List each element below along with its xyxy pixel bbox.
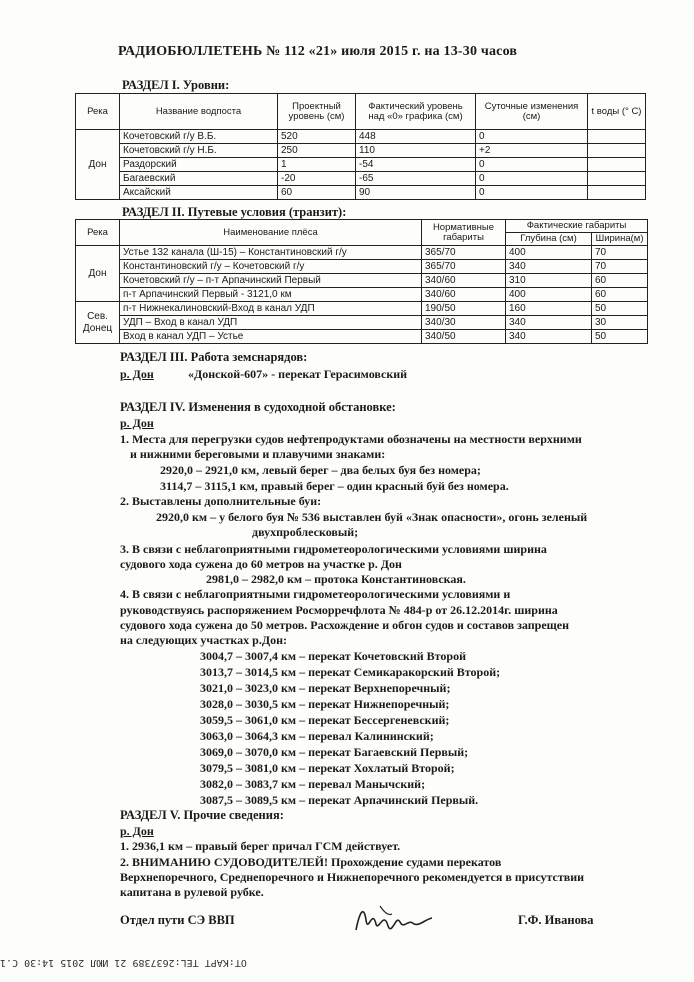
section-5-heading: РАЗДЕЛ V. Прочие сведения: — [120, 808, 284, 822]
levels-header-fact: Фактический уровень над «0» графика (см) — [356, 94, 476, 130]
table-cell: Кочетовский г/у – п-т Арпачинский Первый — [120, 274, 422, 288]
table-cell: 250 — [278, 144, 356, 158]
section-3-heading: РАЗДЕЛ III. Работа земснарядов: — [120, 350, 308, 364]
table-cell: Багаевский — [120, 172, 278, 186]
table-row — [76, 260, 648, 274]
s4-p3c: 2981,0 – 2982,0 км – протока Константиновская. — [206, 572, 466, 586]
table-cell: 70 — [592, 246, 648, 260]
table-cell: п-т Нижнекалиновский-Вход в канал УДП — [120, 302, 422, 316]
section-2-heading: РАЗДЕЛ II. Путевые условия (транзит): — [122, 205, 347, 219]
s4-p3b: судового хода сужена до 60 метров на участке р. Дон — [120, 557, 402, 571]
section-5-river: р. Дон — [120, 824, 154, 838]
table-cell: 340/60 — [422, 288, 506, 302]
s5-p2c: капитана в рулевой рубке. — [120, 885, 264, 899]
department-label: Отдел пути СЭ ВВП — [120, 913, 235, 927]
transit-river-don: Дон — [76, 246, 120, 302]
list-item: 3059,5 – 3061,0 км – перекат Бессергеневский; — [200, 713, 450, 727]
table-cell: 70 — [592, 260, 648, 274]
table-cell — [588, 130, 646, 144]
table-row — [76, 274, 648, 288]
section-3-river: р. Дон — [120, 367, 154, 381]
transit-header-norm: Нормативные габариты — [422, 220, 506, 246]
table-cell: 448 — [356, 130, 476, 144]
table-cell — [588, 158, 646, 172]
transit-river-donets: Сев. Донец — [76, 302, 120, 344]
table-cell: 310 — [506, 274, 592, 288]
table-cell: УДП – Вход в канал УДП — [120, 316, 422, 330]
list-item: 3079,5 – 3081,0 км – перекат Хохлатый Второй; — [200, 761, 455, 775]
levels-header-change: Суточные изменения (см) — [476, 94, 588, 130]
table-cell: Кочетовский г/у Н.Б. — [120, 144, 278, 158]
transit-header-depth: Глубина (см) — [506, 233, 592, 246]
list-item: 3082,0 – 3083,7 км – перевал Манычский; — [200, 777, 426, 791]
table-cell: 60 — [592, 274, 648, 288]
table-row — [76, 130, 646, 144]
table-cell: Кочетовский г/у В.Б. — [120, 130, 278, 144]
transit-header-fact: Фактические габариты — [506, 220, 648, 233]
table-cell: 340/50 — [422, 330, 506, 344]
table-cell: Раздорский — [120, 158, 278, 172]
s4-p1d: 3114,7 – 3115,1 км, правый берег – один красный буй без номера. — [160, 479, 509, 493]
table-cell: 60 — [278, 186, 356, 200]
s5-p2a: 2. ВНИМАНИЮ СУДОВОДИТЕЛЕЙ! Прохождение судами перекатов — [120, 855, 502, 869]
table-cell: 340/60 — [422, 274, 506, 288]
table-cell: 50 — [592, 330, 648, 344]
table-cell: 160 — [506, 302, 592, 316]
table-cell: 30 — [592, 316, 648, 330]
list-item: 3069,0 – 3070,0 км – перекат Багаевский Первый; — [200, 745, 469, 759]
s4-p4d: на следующих участках р.Дон: — [120, 633, 287, 647]
table-cell: 340/30 — [422, 316, 506, 330]
table-row — [76, 330, 648, 344]
table-cell: -54 — [356, 158, 476, 172]
s4-p2b: 2920,0 км – у белого буя № 536 выставлен буй «Знак опасности», огонь зеленый — [156, 510, 588, 524]
levels-header-temp: t воды (° С) — [588, 94, 646, 130]
page-title: РАДИОБЮЛЛЕТЕНЬ № 112 «21» июля 2015 г. на 13-30 часов — [118, 44, 518, 59]
table-cell: +2 — [476, 144, 588, 158]
fax-header-strip: OT:KAPT TEL:2637389 21 ИЮЛ 2015 14:30 С.1 — [0, 957, 247, 968]
table-cell: Константиновский г/у – Кочетовский г/у — [120, 260, 422, 274]
table-cell: Аксайский — [120, 186, 278, 200]
s4-p4c: судового хода сужена до 50 метров. Расхождение и обгон судов и составов запрещен — [120, 618, 570, 632]
s4-p4a: 4. В связи с неблагоприятными гидрометеорологическими условиями и — [120, 587, 511, 601]
table-row — [76, 172, 646, 186]
levels-header-name: Название водпоста — [120, 94, 278, 130]
table-row — [76, 302, 648, 316]
table-cell: 365/70 — [422, 246, 506, 260]
s4-p2c: двухпроблесковый; — [252, 525, 359, 539]
table-cell: 340 — [506, 330, 592, 344]
table-cell: Устье 132 канала (Ш-15) – Константиновский г/у — [120, 246, 422, 260]
s5-p2b: Верхнепоречного, Среднепоречного и Нижнепоречного рекомендуется в присутствии — [120, 870, 585, 884]
section-4-heading: РАЗДЕЛ IV. Изменения в судоходной обстановке: — [120, 400, 396, 414]
table-cell: 520 — [278, 130, 356, 144]
list-item: 3013,7 – 3014,5 км – перекат Семикаракорский Второй; — [200, 665, 501, 679]
table-cell: 90 — [356, 186, 476, 200]
list-item: 3004,7 – 3007,4 км – перекат Кочетовский Второй — [200, 649, 466, 663]
table-cell — [588, 172, 646, 186]
table-cell: 340 — [506, 316, 592, 330]
table-row — [76, 158, 646, 172]
table-cell: 1 — [278, 158, 356, 172]
s4-p3a: 3. В связи с неблагоприятными гидрометеорологическими условиями ширина — [120, 542, 547, 556]
levels-header-proj: Проектный уровень (см) — [278, 94, 356, 130]
list-item: 3063,0 – 3064,3 км – перевал Калининский; — [200, 729, 434, 743]
s4-p1a: 1. Места для перегрузки судов нефтепродуктами обозначены на местности верхними — [120, 432, 582, 446]
table-cell: 365/70 — [422, 260, 506, 274]
table-row — [76, 186, 646, 200]
table-cell: 400 — [506, 288, 592, 302]
section-4-river: р. Дон — [120, 416, 154, 430]
table-cell: 0 — [476, 130, 588, 144]
transit-header-river: Река — [76, 220, 120, 246]
table-cell: 400 — [506, 246, 592, 260]
table-cell: п-т Арпачинский Первый - 3121,0 км — [120, 288, 422, 302]
table-cell: 0 — [476, 158, 588, 172]
signer-name: Г.Ф. Иванова — [518, 913, 594, 927]
transit-header-name: Наименование плёса — [120, 220, 422, 246]
table-row — [76, 246, 648, 260]
table-cell: Вход в канал УДП – Устье — [120, 330, 422, 344]
list-item: 3028,0 – 3030,5 км – перекат Нижнепоречный; — [200, 697, 450, 711]
table-cell: 0 — [476, 186, 588, 200]
table-cell: 60 — [592, 288, 648, 302]
table-cell: 190/50 — [422, 302, 506, 316]
s4-p2a: 2. Выставлены дополнительные буи: — [120, 494, 322, 508]
transit-header-width: Ширина(м) — [592, 233, 648, 246]
s4-p1b: и нижними береговыми и плавучими знаками: — [130, 447, 386, 461]
signature-icon — [350, 900, 440, 940]
table-cell: -20 — [278, 172, 356, 186]
levels-header-river: Река — [76, 94, 120, 130]
levels-table — [75, 93, 646, 200]
table-cell: 340 — [506, 260, 592, 274]
transit-table — [75, 219, 648, 344]
table-cell — [588, 144, 646, 158]
list-item: 3021,0 – 3023,0 км – перекат Верхнепоречный; — [200, 681, 451, 695]
s4-p1c: 2920,0 – 2921,0 км, левый берег – два белых буя без номера; — [160, 463, 481, 477]
table-row — [76, 316, 648, 330]
section-3-line: «Донской-607» - перекат Герасимовский — [188, 367, 408, 381]
levels-river: Дон — [76, 130, 120, 200]
table-cell: 0 — [476, 172, 588, 186]
s5-p1: 1. 2936,1 км – правый берег причал ГСМ действует. — [120, 839, 401, 853]
table-row — [76, 288, 648, 302]
table-cell: 50 — [592, 302, 648, 316]
section-1-heading: РАЗДЕЛ I. Уровни: — [122, 78, 230, 92]
table-row — [76, 144, 646, 158]
list-item: 3087,5 – 3089,5 км – перекат Арпачинский Первый. — [200, 793, 479, 807]
table-cell — [588, 186, 646, 200]
table-cell: -65 — [356, 172, 476, 186]
s4-p4b: руководствуясь распоряжением Росморречфлота № 484-р от 26.12.2014г. ширина — [120, 603, 558, 617]
table-cell: 110 — [356, 144, 476, 158]
